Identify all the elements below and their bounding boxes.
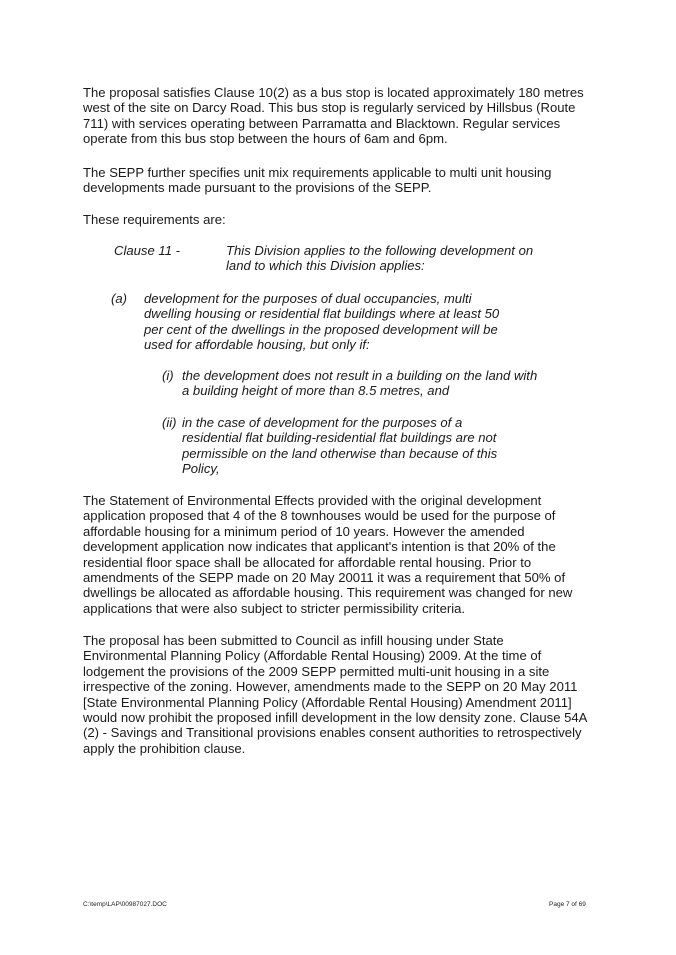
footer-page-number: Page 7 of 69	[549, 901, 586, 908]
item-a-text: development for the purposes of dual occupancies, multi dwelling housing or residential flat buildings where at least 50 per cent of the dwellings in the proposed development will be used for affordable housing, but only if:	[144, 291, 500, 353]
sub-item-i-label: (i)	[162, 368, 174, 383]
paragraph-requirements-intro: These requirements are:	[83, 212, 226, 227]
paragraph-bus-stop: The proposal satisfies Clause 10(2) as a bus stop is located approximately 180 metres west of the site on Darcy Road. This bus stop is regularly serviced by Hillsbus (Route 711) with services operating between Parramatta and Blacktown. Regular services operate from this bus stop between the hours of 6am and 6pm.	[83, 85, 584, 147]
clause-text: This Division applies to the following development on land to which this Division applies:	[226, 243, 534, 274]
paragraph-statement-effects: The Statement of Environmental Effects provided with the original development application proposed that 4 of the 8 townhouses would be used for the purpose of affordable housing for a minimum period of 10 years. However the amended development application now indicates that applicant's intention is that 20% of the residential floor space shall be allocated for affordable rental housing. Prior to amendments of the SEPP made on 20 May 20011 it was a requirement that 50% of dwellings be allocated as affordable housing. This requirement was changed for new applications that were also subject to stricter permissibility criteria.	[83, 493, 573, 616]
sub-item-ii-label: (ii)	[162, 415, 177, 430]
sub-item-i-text: the development does not result in a building on the land with a building height of more than 8.5 metres, and	[182, 368, 538, 399]
sub-item-ii-text: in the case of development for the purposes of a residential flat building-residential flat buildings are not permissible on the land otherwise than because of this Policy,	[182, 415, 498, 477]
item-a-label: (a)	[111, 291, 128, 306]
footer-file-path: C:\temp\LAP\00987027.DOC	[83, 901, 167, 908]
paragraph-unit-mix: The SEPP further specifies unit mix requirements applicable to multi unit housing developments made pursuant to the provisions of the SEPP.	[83, 165, 552, 196]
clause-label: Clause 11 -	[114, 243, 180, 258]
paragraph-infill-housing: The proposal has been submitted to Council as infill housing under State Environmental Planning Policy (Affordable Rental Housing) 2009. At the time of lodgement the provisions of the 2009 SEPP permitted multi-unit housing in a site irrespective of the zoning. However, amendments made to the SEPP on 20 May 2011 [State Environmental Planning Policy (Affordable Rental Housing) Amendment 2011] would now prohibit the proposed infill development in the low density zone. Clause 54A (2) - Savings and Transitional provisions enables consent authorities to retrospectively apply the prohibition clause.	[83, 633, 587, 756]
